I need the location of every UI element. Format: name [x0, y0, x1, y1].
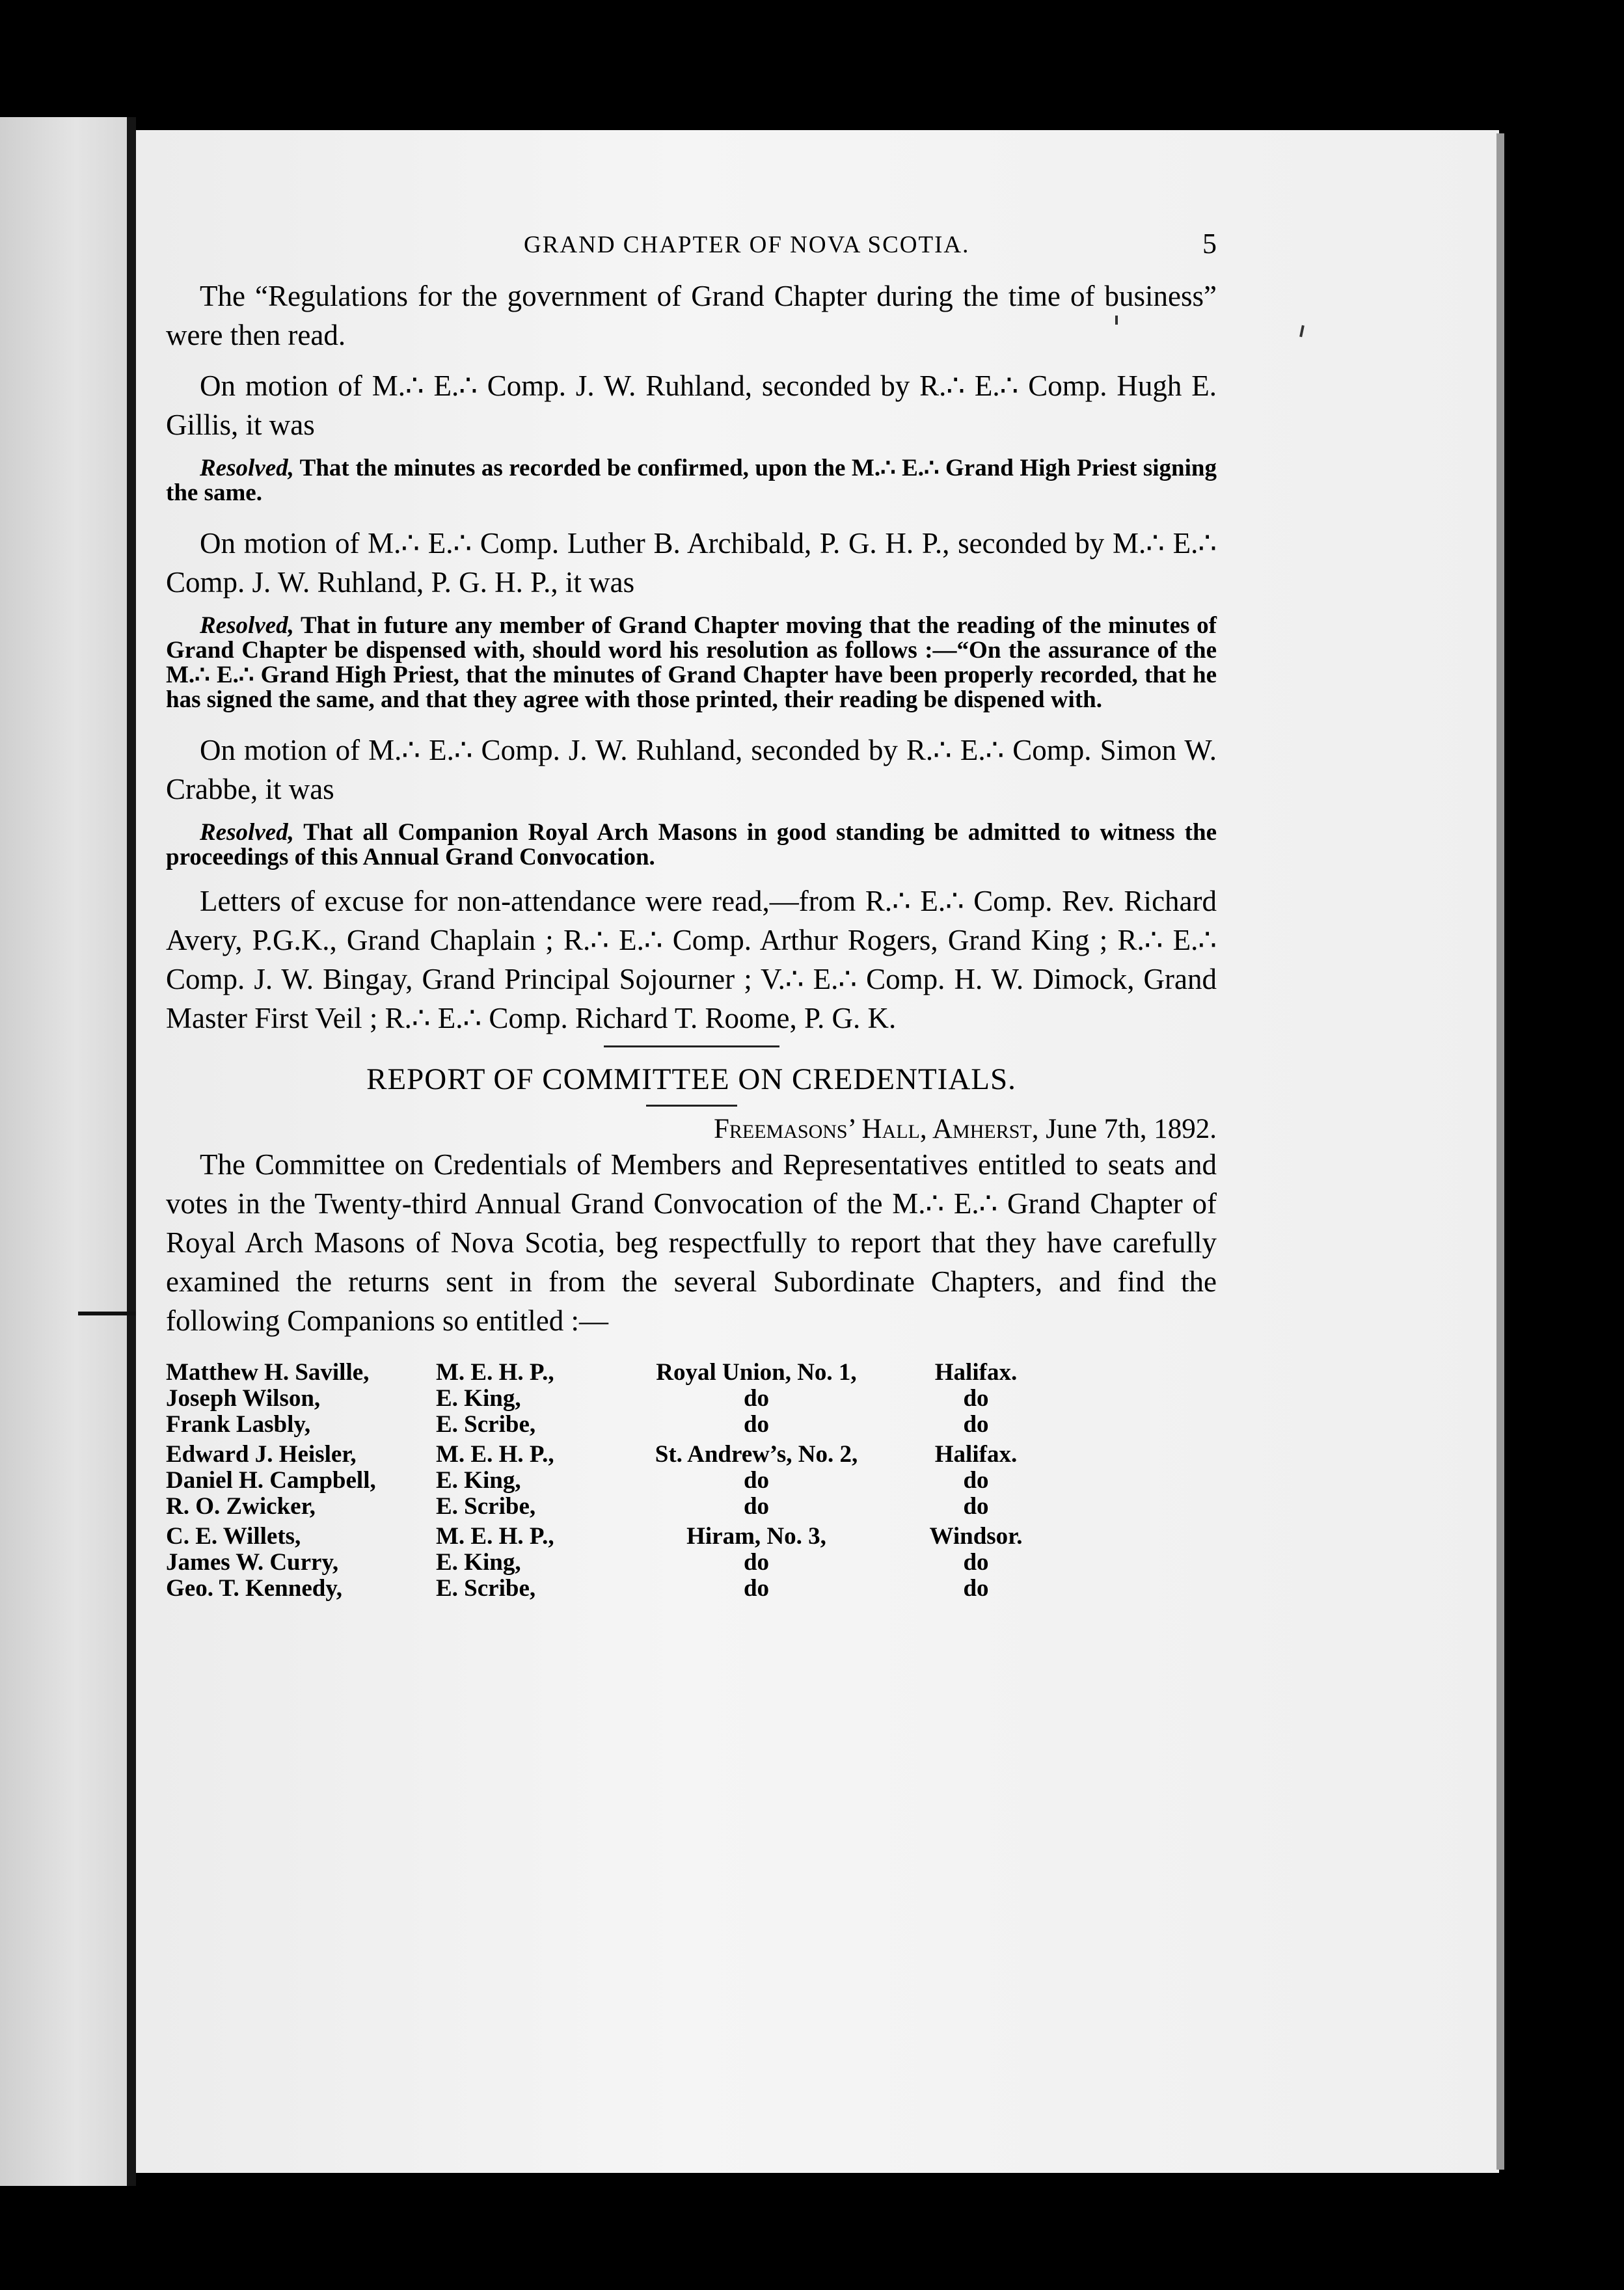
chapter-name: do [743, 1411, 770, 1438]
companion-name: Daniel H. Campbell, [166, 1467, 376, 1494]
print-speck [1299, 325, 1305, 337]
chapter-name: Royal Union, No. 1, [656, 1359, 857, 1386]
resolution-text: That in future any member of Grand Chapter moving that the reading of the minutes of Grand Chapter be dispensed with, should word his resolution as follows :—“On the assurance of the M.∴ E.∴ Grand High Priest, that the minutes of Grand Chapter have been properly recorded, that he has signed the same, and that they agree with those printed, their reading be dispened with. [166, 612, 1217, 713]
resolved-label: Resolved, [200, 455, 294, 481]
table-row [166, 1468, 1054, 1494]
page-number: 5 [1202, 228, 1217, 260]
book-spine [127, 117, 136, 2186]
report-dateline [166, 1113, 1217, 1145]
chapter-place: Halifax. [934, 1359, 1018, 1386]
table-row [166, 1356, 1054, 1386]
resolution-1 [166, 456, 1217, 505]
chapter-name: St. Andrew’s, No. 2, [655, 1441, 858, 1468]
companion-office: E. King, [436, 1467, 521, 1494]
companion-office: M. E. H. P., [436, 1359, 554, 1386]
paragraph-motion-2: On motion of M.∴ E.∴ Comp. Luther B. Archibald, P. G. H. P., seconded by M.∴ E.∴ Comp. J. W. Ruhland, P. G. H. P., it was [166, 527, 1217, 599]
chapter-place: do [963, 1549, 989, 1576]
chapter-place: do [963, 1385, 989, 1412]
chapter-name: do [743, 1549, 770, 1576]
resolution-3 [166, 820, 1217, 870]
companion-name: Geo. T. Kennedy, [166, 1575, 343, 1602]
report-heading: REPORT OF COMMITTEE ON CREDENTIALS. [366, 1062, 1016, 1096]
chapter-name: do [743, 1575, 770, 1602]
dateline-place: Freemasons’ Hall, Amherst, [713, 1114, 1039, 1144]
table-row [166, 1550, 1054, 1576]
table-row [166, 1576, 1054, 1602]
report-intro: The Committee on Credentials of Members and Representatives entitled to seats and votes in the Twenty-third Annual Grand Convocation of the M.∴ E.∴ Grand Chapter of Royal Arch Masons of Nova Scotia, beg respectfully to report that they have carefully examined the returns sent in from the several Subordinate Chapters, and find the following Companions so entitled :— [166, 1148, 1217, 1337]
section-divider [604, 1045, 779, 1047]
page-edge-shadow [1496, 133, 1504, 2170]
chapter-place: Halifax. [934, 1441, 1018, 1468]
chapter-place: do [963, 1411, 989, 1438]
paragraph-motion-1: On motion of M.∴ E.∴ Comp. J. W. Ruhland, seconded by R.∴ E.∴ Comp. Hugh E. Gillis, it was [166, 370, 1217, 441]
table-row [166, 1494, 1054, 1520]
chapter-place: do [963, 1467, 989, 1494]
chapter-place: do [963, 1493, 989, 1520]
resolution-text: That the minutes as recorded be confirmed, upon the M.∴ E.∴ Grand High Priest signing the same. [166, 455, 1217, 506]
companion-name: Joseph Wilson, [166, 1385, 321, 1412]
companion-name: Matthew H. Saville, [166, 1359, 370, 1386]
companion-name: Edward J. Heisler, [166, 1441, 357, 1468]
table-row [166, 1438, 1054, 1468]
chapter-place: do [963, 1575, 989, 1602]
chapter-name: do [743, 1493, 770, 1520]
table-row [166, 1520, 1054, 1550]
page-content [166, 228, 1217, 1602]
companion-name: R. O. Zwicker, [166, 1493, 316, 1520]
companion-name: C. E. Willets, [166, 1523, 301, 1550]
resolved-label: Resolved, [200, 819, 294, 846]
companion-name: James W. Curry, [166, 1549, 339, 1576]
dateline-date: June 7th, 1892. [1038, 1114, 1217, 1144]
table-row [166, 1412, 1054, 1438]
running-title: GRAND CHAPTER OF NOVA SCOTIA. [524, 232, 970, 258]
chapter-place: Windsor. [929, 1523, 1023, 1550]
companion-name: Frank Lasbly, [166, 1411, 311, 1438]
companions-table [166, 1356, 1054, 1602]
companion-office: E. Scribe, [436, 1575, 536, 1602]
companion-office: E. King, [436, 1549, 521, 1576]
resolved-label: Resolved, [200, 612, 294, 639]
chapter-name: do [743, 1467, 770, 1494]
companion-office: E. King, [436, 1385, 521, 1412]
resolution-text: That all Companion Royal Arch Masons in good standing be admitted to witness the proceedings of this Annual Grand Convocation. [166, 819, 1217, 870]
running-header [166, 228, 1217, 276]
companion-office: M. E. H. P., [436, 1441, 554, 1468]
facing-page-edge [0, 117, 127, 2186]
companion-office: E. Scribe, [436, 1493, 536, 1520]
paragraph-regulations: The “Regulations for the government of Grand Chapter during the time of business” were then read. [166, 280, 1217, 351]
paragraph-letters-of-excuse: Letters of excuse for non-attendance were read,—from R.∴ E.∴ Comp. Rev. Richard Avery, P.G.K., Grand Chaplain ; R.∴ E.∴ Comp. Arthur Rogers, Grand King ; R.∴ E.∴ Comp. J. W. Bingay, Grand Principal Sojourner ; V.∴ E.∴ Comp. H. W. Dimock, Grand Master First Veil ; R.∴ E.∴ Comp. Richard T. Roome, P. G. K. [166, 885, 1217, 1034]
chapter-name: do [743, 1385, 770, 1412]
table-row [166, 1386, 1054, 1412]
paragraph-motion-3: On motion of M.∴ E.∴ Comp. J. W. Ruhland, seconded by R.∴ E.∴ Comp. Simon W. Crabbe, it was [166, 734, 1217, 805]
chapter-name: Hiram, No. 3, [686, 1523, 826, 1550]
companion-office: M. E. H. P., [436, 1523, 554, 1550]
heading-underline [646, 1105, 737, 1107]
companion-office: E. Scribe, [436, 1411, 536, 1438]
resolution-2 [166, 613, 1217, 712]
